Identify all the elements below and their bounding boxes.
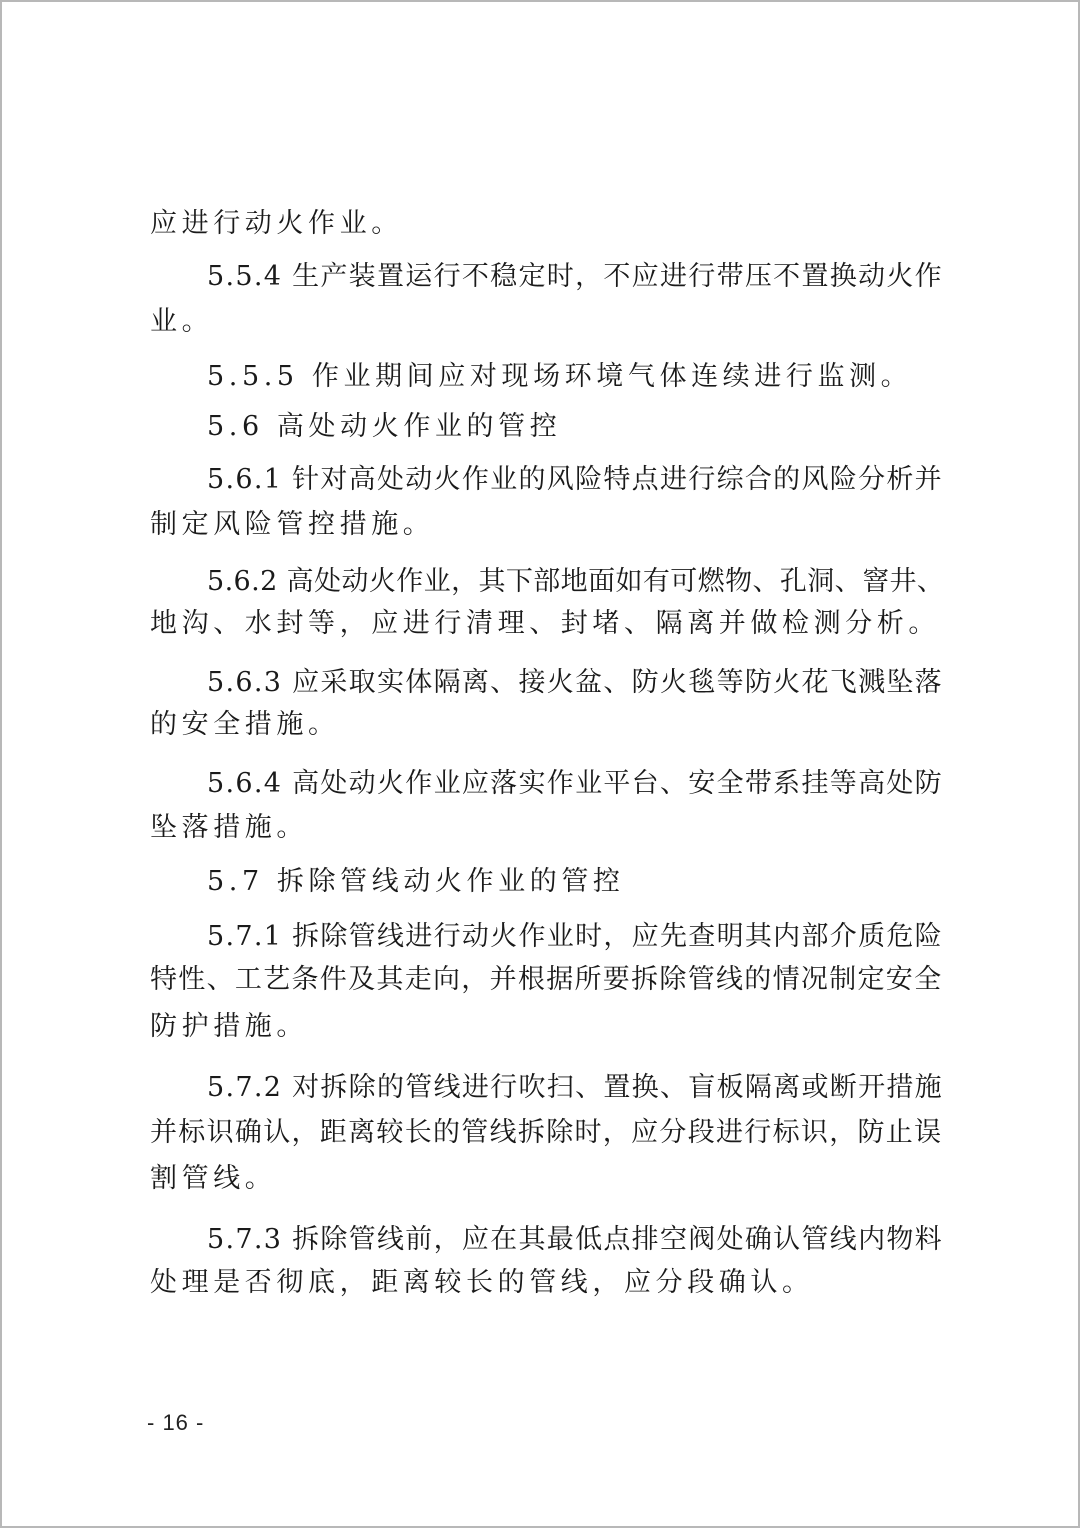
- text-line: 地沟、水封等，应进行清理、封堵、隔离并做检测分析。: [150, 608, 940, 639]
- section-heading: 5.7 拆除管线动火作业的管控: [207, 866, 625, 897]
- text-line: 5.5.4 生产装置运行不稳定时，不应进行带压不置换动火作: [207, 261, 943, 292]
- page-number: - 16 -: [147, 1410, 205, 1435]
- text-line: 制定风险管控措施。: [150, 509, 435, 540]
- text-line: 5.7.1 拆除管线进行动火作业时，应先查明其内部介质危险: [207, 921, 943, 952]
- text-line: 5.6.2 高处动火作业，其下部地面如有可燃物、孔洞、窨井、: [207, 566, 945, 597]
- section-heading: 5.6 高处动火作业的管控: [207, 411, 562, 442]
- text-line: 特性、工艺条件及其走向，并根据所要拆除管线的情况制定安全: [150, 964, 943, 995]
- text-line: 的安全措施。: [150, 709, 340, 740]
- text-line: 5.5.5 作业期间应对现场环境气体连续进行监测。: [207, 361, 913, 392]
- text-line: 5.6.1 针对高处动火作业的风险特点进行综合的风险分析并: [207, 464, 943, 495]
- text-line: 5.6.3 应采取实体隔离、接火盆、防火毯等防火花飞溅坠落: [207, 667, 943, 698]
- text-line: 割管线。: [150, 1163, 277, 1194]
- text-line: 5.7.3 拆除管线前，应在其最低点排空阀处确认管线内物料: [207, 1224, 943, 1255]
- text-line: 并标识确认，距离较长的管线拆除时，应分段进行标识，防止误: [150, 1117, 943, 1148]
- text-line: 处理是否彻底，距离较长的管线，应分段确认。: [150, 1267, 814, 1298]
- text-line: 业。: [150, 306, 214, 337]
- text-line: 坠落措施。: [150, 812, 308, 843]
- text-line: 5.7.2 对拆除的管线进行吹扫、置换、盲板隔离或断开措施: [207, 1072, 943, 1103]
- text-line: 防护措施。: [150, 1011, 308, 1042]
- text-line: 5.6.4 高处动火作业应落实作业平台、安全带系挂等高处防: [207, 768, 943, 799]
- text-line: 应进行动火作业。: [150, 208, 403, 239]
